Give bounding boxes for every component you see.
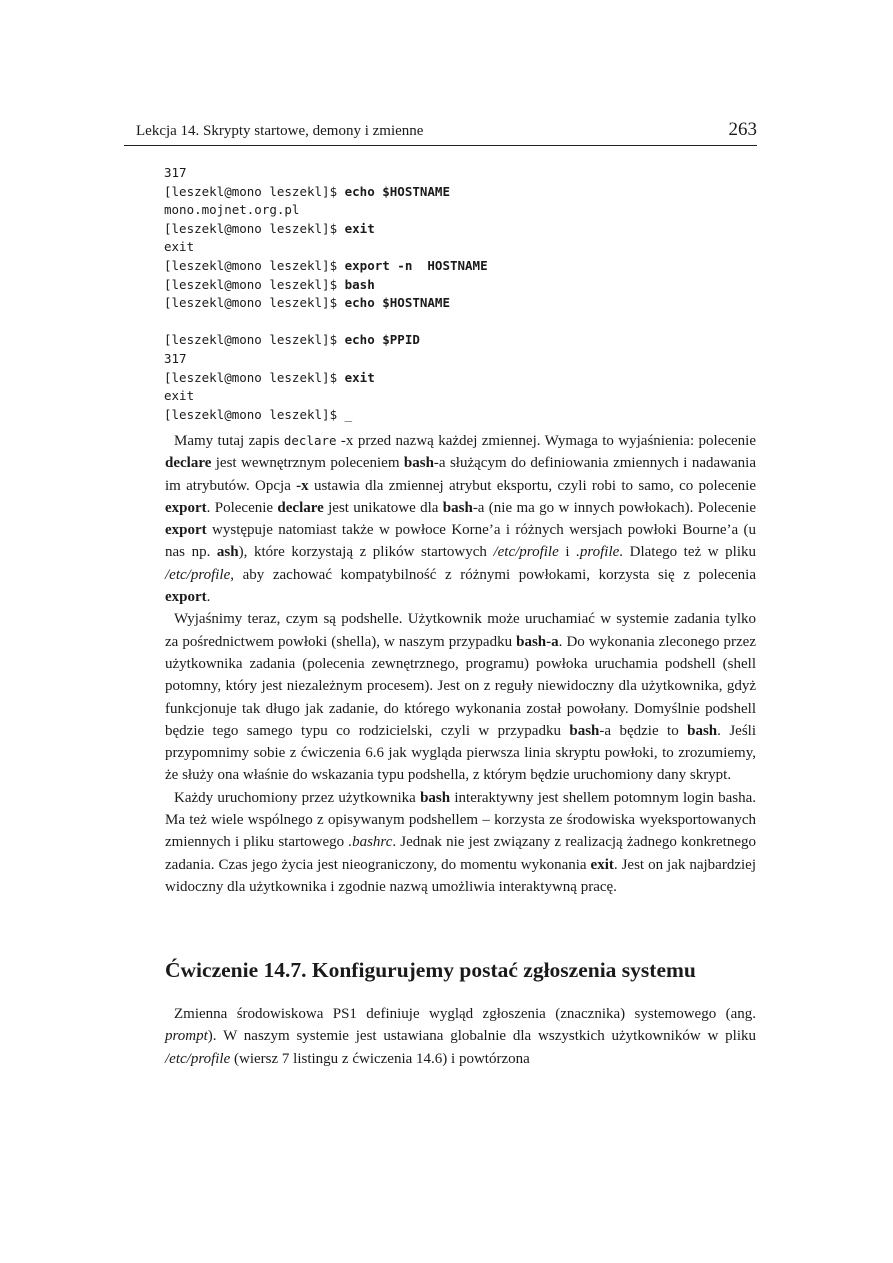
text-run: ), które korzystają z plików startowych [238, 544, 494, 561]
text-run: Wyjaśnimy teraz, czym są podshelle. Użytkownik może uruchamiać w systemie zadania tylko za pośrednictwem powłoki (shella), w naszym przypadku [165, 611, 756, 650]
text-run: declare [277, 499, 324, 516]
text-run: bash [569, 722, 600, 739]
text-run: bash [687, 722, 718, 739]
code-prompt: mono.mojnet.org.pl [164, 202, 300, 218]
text-run: . Dlatego też w pliku [619, 544, 756, 561]
code-prompt: exit [164, 388, 195, 404]
text-run: . Jest on jak najbardziej widoczny dla użytkownika i zgodnie nazwą umożliwia interaktywną pracę. [165, 856, 756, 895]
text-run: ). W naszym systemie jest ustawiana globalnie dla wszystkich użytkowników w pliku [207, 1028, 756, 1045]
code-line [164, 238, 488, 257]
text-run: . Do wykonania zleconego przez użytkownika zadania (polecenia zewnętrznego, programu) powłoka uruchamia podshell (shell potomny, który jest niezależnym procesem). Jest on z reguły niewidoczny dla użytkownika, gdyż funkcjonuje tak długo jak zadanie, do którego wykonania został powołany. Domyślnie podshell będzie tego samego typu co rodzicielski, czyli w przypadku [165, 633, 756, 739]
code-command: exit [344, 369, 375, 385]
text-run: bash [420, 789, 451, 806]
text-run: export [165, 522, 207, 539]
code-prompt: exit [164, 239, 195, 255]
code-line [164, 331, 488, 350]
code-command: echo $PPID [344, 332, 420, 348]
paragraph [165, 787, 756, 898]
code-prompt: 317 [164, 165, 187, 180]
text-run: /etc/profile [493, 544, 559, 561]
text-run: declare [165, 455, 212, 472]
text-run: exit [590, 856, 614, 873]
text-run: declare [283, 433, 337, 448]
code-line [164, 201, 488, 220]
code-prompt: [leszekl@mono leszekl]$ [164, 369, 345, 385]
text-run: interaktywny jest shellem potomnym login basha. Ma też wiele wspólnego z opisywanym podshellem – korzysta ze środowiska wyeksportowanych zmiennych i pliku startowego [165, 789, 756, 851]
text-run: , aby zachować kompatybilność z różnymi powłokami, korzysta się z polecenia [230, 566, 756, 583]
text-run: ash [216, 544, 239, 561]
text-run: występuje natomiast także w powłoce Korne’a i różnych wersjach powłoki Bourne’a (u nas np. [165, 522, 756, 561]
text-run: /etc/profile [165, 566, 231, 583]
code-prompt: [leszekl@mono leszekl]$ [164, 332, 345, 348]
code-line [164, 164, 488, 183]
code-line [164, 350, 488, 369]
code-line [164, 387, 488, 406]
text-run: -x przed nazwą każdej zmiennej. Wymaga to wyjaśnienia: polecenie [336, 433, 756, 449]
text-run: export [165, 499, 207, 516]
code-prompt: 317 [164, 350, 187, 366]
code-prompt: [leszekl@mono leszekl]$ [164, 183, 345, 199]
text-run: . Jednak nie jest związany z realizacją żadnego konkretnego zadania. Czas jego życia jest nieograniczony, do momentu wykonania [165, 834, 756, 873]
code-prompt: [leszekl@mono leszekl]$ _ [164, 406, 353, 422]
text-run: -x [296, 477, 309, 494]
code-prompt: [leszekl@mono leszekl]$ [164, 295, 345, 311]
code-line [164, 369, 488, 388]
code-command: echo $HOSTNAME [344, 183, 450, 199]
text-run: -a (nie ma go w innych powłokach). Polecenie [472, 499, 757, 516]
running-header [124, 121, 757, 146]
paragraph [165, 430, 756, 608]
text-run: bash [403, 455, 434, 472]
code-command: bash [344, 276, 375, 292]
code-command: export -n HOSTNAME [344, 257, 488, 273]
code-line [164, 276, 488, 295]
text-run: (wiersz 7 listingu z ćwiczenia 14.6) i powtórzona [230, 1050, 530, 1067]
text-run: . Jeśli przypomnimy sobie z ćwiczenia 6.6 jak wygląda pierwsza linia skryptu powłoki, to zrozumiemy, że służy ona właśnie do wskazania typu podshella, z którym będzie uruchomiony dany skrypt. [165, 722, 756, 784]
terminal-listing [164, 164, 488, 424]
code-prompt: [leszekl@mono leszekl]$ [164, 220, 345, 236]
text-run: i [558, 544, 577, 561]
text-run: ustawia dla zmiennej atrybut eksportu, czyli robi to samo, co polecenie [308, 477, 756, 494]
section-heading: Ćwiczenie 14.7. Konfigurujemy postać zgłoszenia systemu [165, 958, 696, 982]
text-run: .bashrc [348, 834, 393, 851]
section-paragraphs [165, 1003, 756, 1070]
code-prompt: [leszekl@mono leszekl]$ [164, 276, 345, 292]
paragraph [165, 608, 756, 786]
body-paragraphs [165, 430, 756, 898]
page-number: 263 [728, 119, 757, 140]
text-run: . [206, 589, 211, 606]
text-run: .profile [576, 544, 620, 561]
code-prompt: [leszekl@mono leszekl]$ [164, 257, 345, 273]
code-line [164, 313, 488, 332]
text-run: export [165, 589, 207, 606]
code-line [164, 220, 488, 239]
text-run: -a będzie to [599, 722, 688, 739]
code-line [164, 257, 488, 276]
text-run: jest unikatowe dla [323, 499, 443, 516]
code-line [164, 183, 488, 202]
text-run: prompt [165, 1028, 208, 1045]
text-run: Zmienna środowiskowa PS1 definiuje wygląd zgłoszenia (znacznika) systemowego (ang. [174, 1006, 756, 1022]
code-line [164, 294, 488, 313]
text-run: Mamy tutaj zapis [174, 433, 284, 449]
text-run: bash-a [516, 633, 559, 650]
code-command: echo $HOSTNAME [344, 295, 450, 311]
text-run: jest wewnętrznym poleceniem [211, 455, 404, 472]
text-run: /etc/profile [165, 1050, 231, 1067]
text-run: . Polecenie [206, 499, 278, 516]
text-run: bash [442, 499, 473, 516]
text-run: -a służącym do definiowania zmiennych i nadawania im atrybutów. Opcja [165, 455, 756, 494]
code-line [164, 406, 488, 425]
chapter-title: Lekcja 14. Skrypty startowe, demony i zmienne [136, 123, 424, 139]
text-run: Każdy uruchomiony przez użytkownika [174, 789, 421, 806]
paragraph [165, 1003, 756, 1070]
code-command: exit [344, 220, 375, 236]
